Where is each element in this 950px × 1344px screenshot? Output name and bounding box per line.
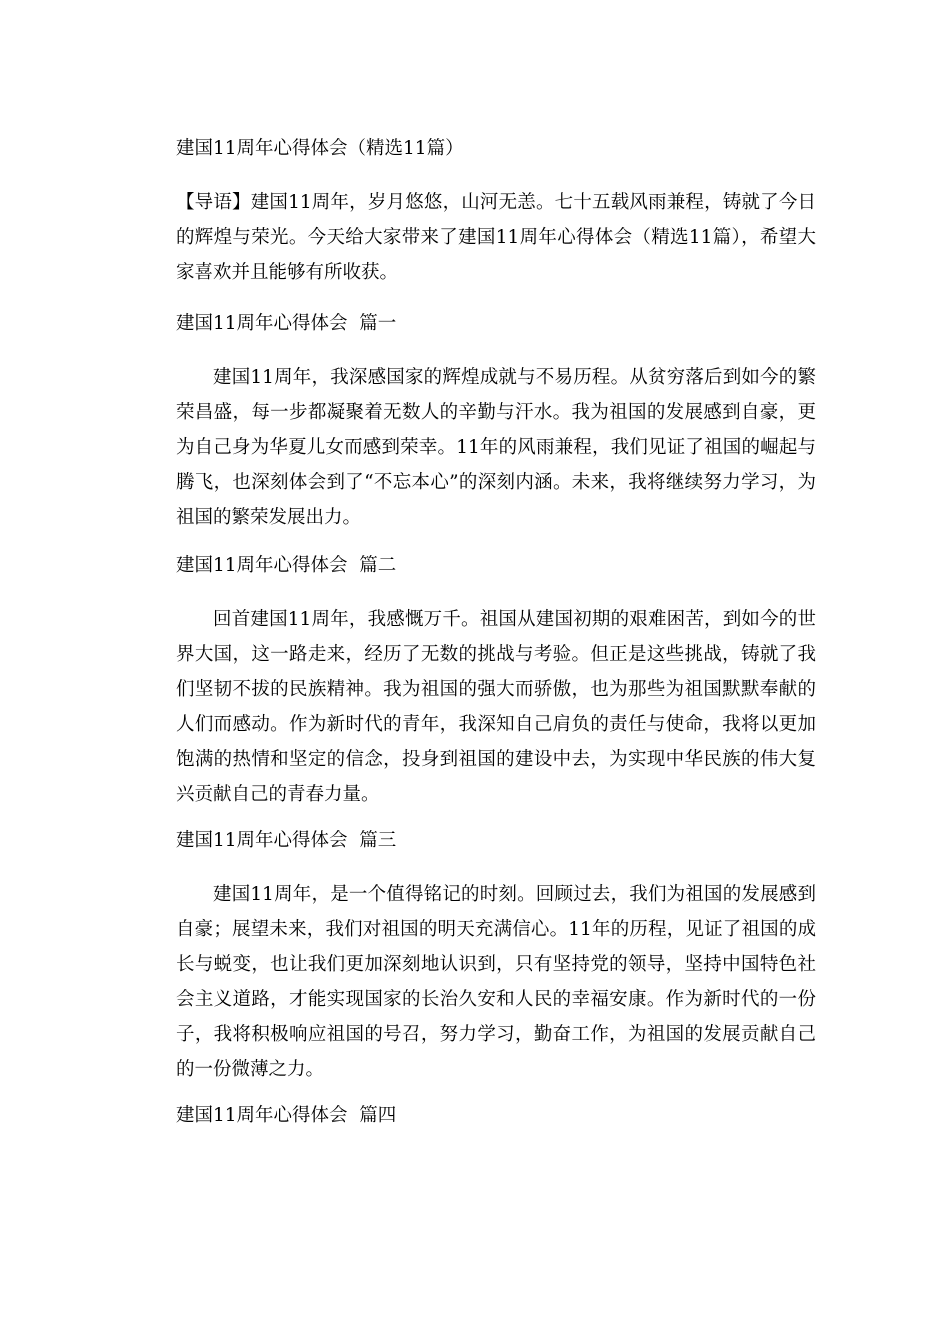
intro-paragraph: 【导语】建国11周年，岁月悠悠，山河无恙。七十五载风雨兼程，铸就了今日的辉煌与荣光。今天给大家带来了建国11周年心得体会（精选11篇），希望大家喜欢并且能够有所收获。 <box>176 192 816 283</box>
section-heading-4: 建国11周年心得体会 篇四 <box>176 1105 397 1126</box>
section-body-1: 建国11周年，我深感国家的辉煌成就与不易历程。从贫穷落后到如今的繁荣昌盛，每一步都凝聚着无数人的辛勤与汗水。我为祖国的发展感到自豪，更为自己身为华夏儿女而感到荣幸。11年的风雨兼程，我们见证了祖国的崛起与腾飞，也深刻体会到了“不忘本心”的深刻内涵。未来，我将继续努力学习，为祖国的繁荣发展出力。 <box>176 367 816 528</box>
section-heading-2: 建国11周年心得体会 篇二 <box>176 555 397 576</box>
section-heading-1: 建国11周年心得体会 篇一 <box>176 313 397 334</box>
section-body-3: 建国11周年，是一个值得铭记的时刻。回顾过去，我们为祖国的发展感到自豪；展望未来，我们对祖国的明天充满信心。11年的历程，见证了祖国的成长与蜕变，也让我们更加深刻地认识到，只有坚持党的领导，坚持中国特色社会主义道路，才能实现国家的长治久安和人民的幸福安康。作为新时代的一份子，我将积极响应祖国的号召，努力学习，勤奋工作，为祖国的发展贡献自己的一份微薄之力。 <box>176 884 816 1080</box>
section-body-2: 回首建国11周年，我感慨万千。祖国从建国初期的艰难困苦，到如今的世界大国，这一路走来，经历了无数的挑战与考验。但正是这些挑战，铸就了我们坚韧不拔的民族精神。我为祖国的强大而骄傲，也为那些为祖国默默奉献的人们而感动。作为新时代的青年，我深知自己肩负的责任与使命，我将以更加饱满的热情和坚定的信念，投身到祖国的建设中去，为实现中华民族的伟大复兴贡献自己的青春力量。 <box>176 609 816 805</box>
document-title: 建国11周年心得体会（精选11篇） <box>176 138 464 159</box>
section-heading-3: 建国11周年心得体会 篇三 <box>176 830 397 851</box>
